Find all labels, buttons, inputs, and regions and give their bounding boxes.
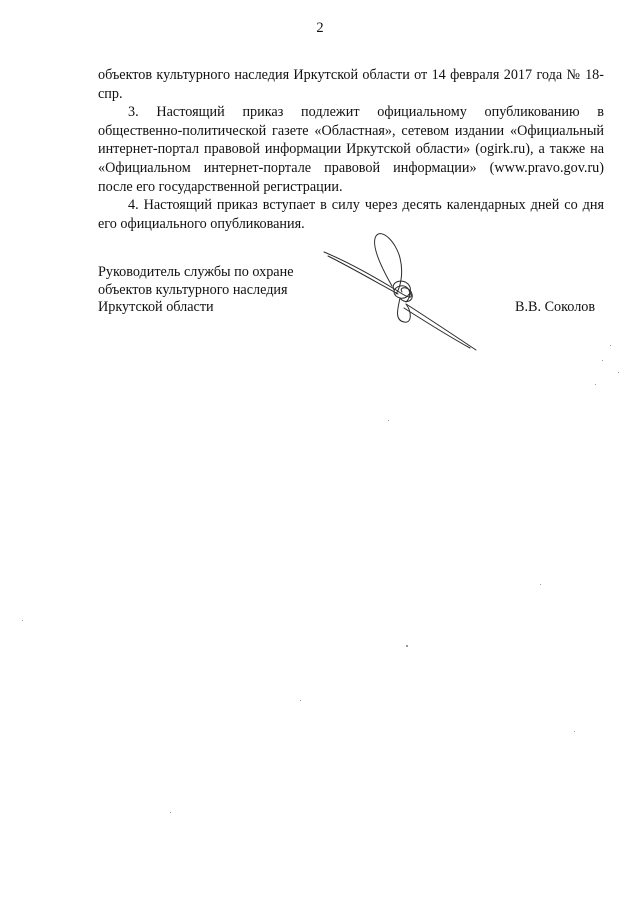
paragraph-continuation: объектов культурного наследия Иркутской области от 14 февраля 2017 года № 18-спр. (98, 67, 604, 102)
document-body (98, 66, 604, 233)
paragraph-4: 4. Настоящий приказ вступает в силу через десять календарных дней со дня его официального опубликования. (98, 197, 604, 232)
signatory-position-line: Руководитель службы по охране (98, 264, 294, 280)
handwritten-signature (318, 228, 488, 358)
signatory-position-line: Иркутской области (98, 299, 214, 316)
signatory-position-line: объектов культурного наследия (98, 281, 288, 298)
signatory-name: В.В. Соколов (515, 299, 596, 315)
signatory-position (98, 264, 328, 317)
page-number: 2 (316, 20, 324, 36)
paragraph-3: 3. Настоящий приказ подлежит официальному опубликованию в общественно-политической газете «Областная», сетевом издании «Официальный интернет-портал правовой информации Иркутской области» (ogirk.ru), а также на «Официальном интернет-портале правовой информации» (www.pravo.gov.ru) после его государственной регистрации. (98, 104, 604, 195)
